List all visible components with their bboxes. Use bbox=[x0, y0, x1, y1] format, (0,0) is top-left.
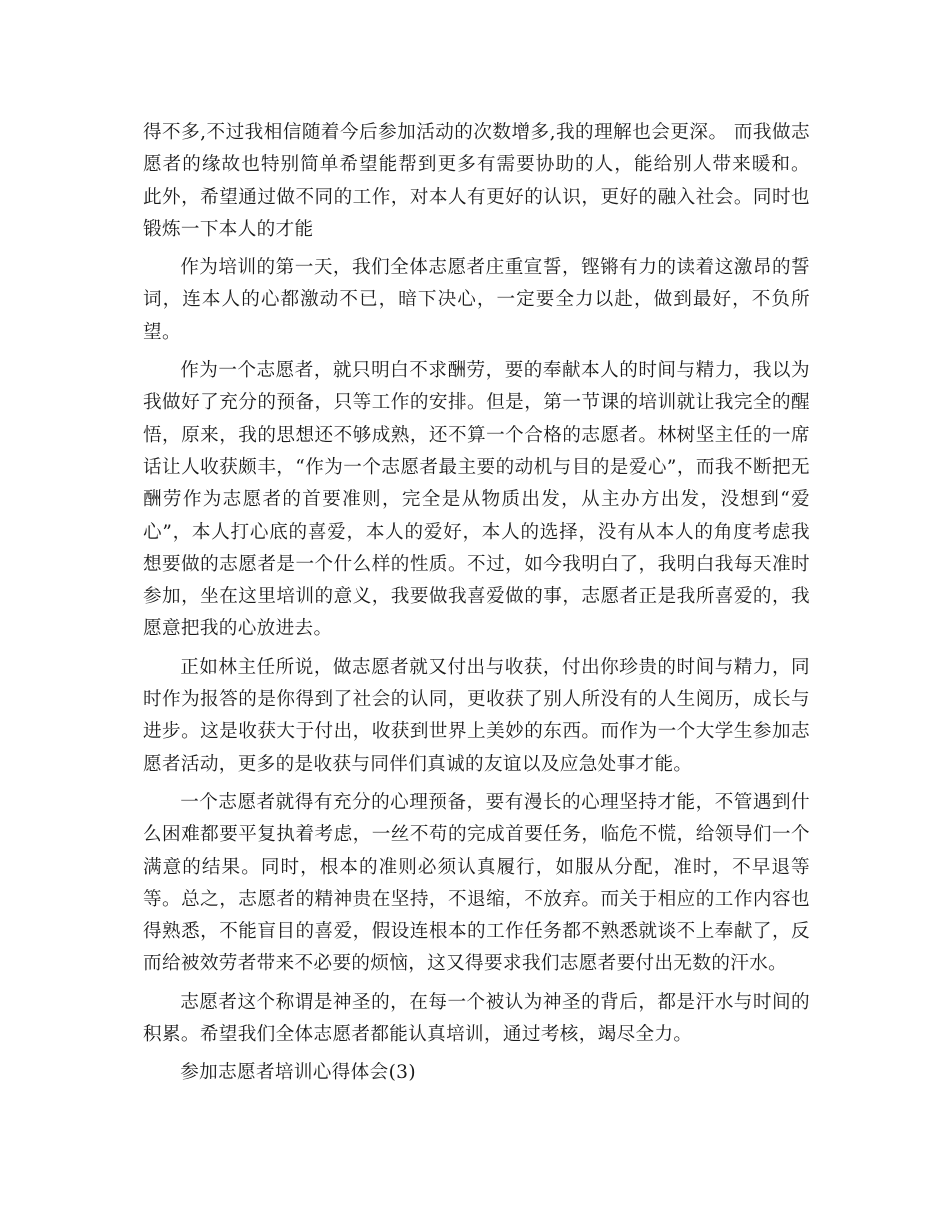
paragraph-giving-and-gaining: 正如林主任所说，做志愿者就又付出与收获，付出你珍贵的时间与精力，同时作为报答的是你得到了社会的认同，更收获了别人所没有的人生阅历，成长与进步。这是收获大于付出，收获到世界上美妙的东西。而作为一个大学生参加志愿者活动，更多的是收获与同伴们真诚的友谊以及应急处事才能。 bbox=[143, 656, 810, 775]
paragraph-oath: 作为培训的第一天，我们全体志愿者庄重宣誓，铿锵有力的读着这激昂的誓词，连本人的心都激动不已，暗下决心，一定要全力以赴，做到最好，不负所望。 bbox=[143, 257, 810, 343]
paragraph-conclusion: 志愿者这个称谓是神圣的，在每一个被认为神圣的背后，都是汗水与时间的积累。希望我们全体志愿者都能认真培训，通过考核，竭尽全力。 bbox=[143, 991, 810, 1046]
paragraph-mental-preparation: 一个志愿者就得有充分的心理预备，要有漫长的心理坚持才能，不管遇到什么困难都要平复执着考虑，一丝不苟的完成首要任务，临危不慌，给领导们一个满意的结果。同时，根本的准则必须认真履行，如服从分配，准时，不早退等等。总之，志愿者的精神贵在坚持，不退缩，不放弃。而关于相应的工作内容也得熟悉，不能盲目的喜爱，假设连根本的工作任务都不熟悉就谈不上奉献了，反而给被效劳者带来不必要的烦恼，这又得要求我们志愿者要付出无数的汗水。 bbox=[143, 791, 810, 975]
section-heading: 参加志愿者培训心得体会(3) bbox=[180, 1062, 416, 1084]
paragraph-continuation: 得不多,不过我相信随着今后参加活动的次数增多,我的理解也会更深。 而我做志愿者的缘故也特别简单希望能帮到更多有需要协助的人，能给别人带来暖和。 此外，希望通过做不同的工作，对本人有更好的认识，更好的融入社会。同时也锻炼一下本人的才能 bbox=[143, 122, 810, 240]
paragraph-first-lesson: 作为一个志愿者，就只明白不求酬劳，要的奉献本人的时间与精力，我以为我做好了充分的预备，只等工作的安排。但是，第一节课的培训就让我完全的醒悟，原来，我的思想还不够成熟，还不算一个合格的志愿者。林树坚主任的一席话让人收获颇丰，“作为一个志愿者最主要的动机与目的是爱心”，而我不断把无酬劳作为志愿者的首要准则，完全是从物质出发，从主办方出发，没想到“爱心”，本人打心底的喜爱，本人的爱好，本人的选择，没有从本人的角度考虑我想要做的志愿者是一个什么样的性质。不过，如今我明白了，我明白我每天准时参加，坐在这里培训的意义，我要做我喜爱做的事，志愿者正是我所喜爱的，我愿意把我的心放进去。 bbox=[143, 360, 810, 640]
document-body bbox=[143, 117, 810, 1096]
